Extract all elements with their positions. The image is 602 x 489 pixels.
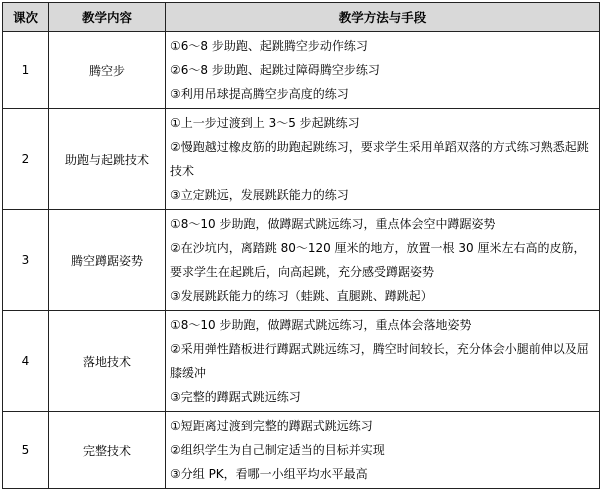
lesson-methods — [166, 412, 600, 489]
method-item: ①8～10 步助跑，做蹲踞式跳远练习，重点体会空中蹲踞姿势 — [170, 217, 496, 231]
method-item: ②组织学生为自己制定适当的目标并实现 — [170, 443, 385, 457]
header-methods: 教学方法与手段 — [166, 3, 600, 32]
header-content: 教学内容 — [49, 3, 166, 32]
lesson-content: 落地技术 — [49, 311, 166, 412]
table-row — [3, 210, 600, 311]
method-item: ②采用弹性踏板进行蹲踞式跳远练习，腾空时间较长，充分体会小腿前伸以及屈膝缓冲 — [170, 342, 589, 380]
method-item: ③发展跳跃能力的练习（蛙跳、直腿跳、蹲跳起） — [170, 289, 433, 303]
method-item: ②慢跑越过橡皮筋的助跑起跳练习，要求学生采用单蹈双落的方式练习熟悉起跳技术 — [170, 140, 589, 178]
method-item: ①6～8 步助跑、起跳腾空步动作练习 — [170, 39, 368, 53]
method-item: ①上一步过渡到上 3～5 步起跳练习 — [170, 116, 360, 130]
lesson-number: 1 — [3, 32, 49, 109]
lesson-number: 4 — [3, 311, 49, 412]
lesson-plan-table — [2, 2, 600, 489]
lesson-methods — [166, 210, 600, 311]
table-row — [3, 311, 600, 412]
lesson-content: 腾空蹲踞姿势 — [49, 210, 166, 311]
method-item: ③分组 PK，看哪一小组平均水平最高 — [170, 467, 368, 481]
method-item: ①短距离过渡到完整的蹲踞式跳远练习 — [170, 419, 373, 433]
lesson-methods — [166, 109, 600, 210]
lesson-number: 5 — [3, 412, 49, 489]
lesson-number: 3 — [3, 210, 49, 311]
lesson-methods — [166, 311, 600, 412]
table-row — [3, 412, 600, 489]
lesson-methods — [166, 32, 600, 109]
lesson-content: 助跑与起跳技术 — [49, 109, 166, 210]
header-row — [3, 3, 600, 32]
lesson-content: 完整技术 — [49, 412, 166, 489]
method-item: ③完整的蹲踞式跳远练习 — [170, 390, 301, 404]
method-item: ③立定跳远，发展跳跃能力的练习 — [170, 188, 349, 202]
method-item: ②6～8 步助跑、起跳过障碍腾空步练习 — [170, 63, 380, 77]
method-item: ②在沙坑内，离踏跳 80～120 厘米的地方，放置一根 30 厘米左右高的皮筋，要求学生在起跳后，向高起跳，充分感受蹲踞姿势 — [170, 241, 586, 279]
method-item: ①8～10 步助跑，做蹲踞式跳远练习，重点体会落地姿势 — [170, 318, 472, 332]
lesson-content: 腾空步 — [49, 32, 166, 109]
table-row — [3, 32, 600, 109]
header-lesson: 课次 — [3, 3, 49, 32]
method-item: ③利用吊球提高腾空步高度的练习 — [170, 87, 349, 101]
table-row — [3, 109, 600, 210]
lesson-number: 2 — [3, 109, 49, 210]
